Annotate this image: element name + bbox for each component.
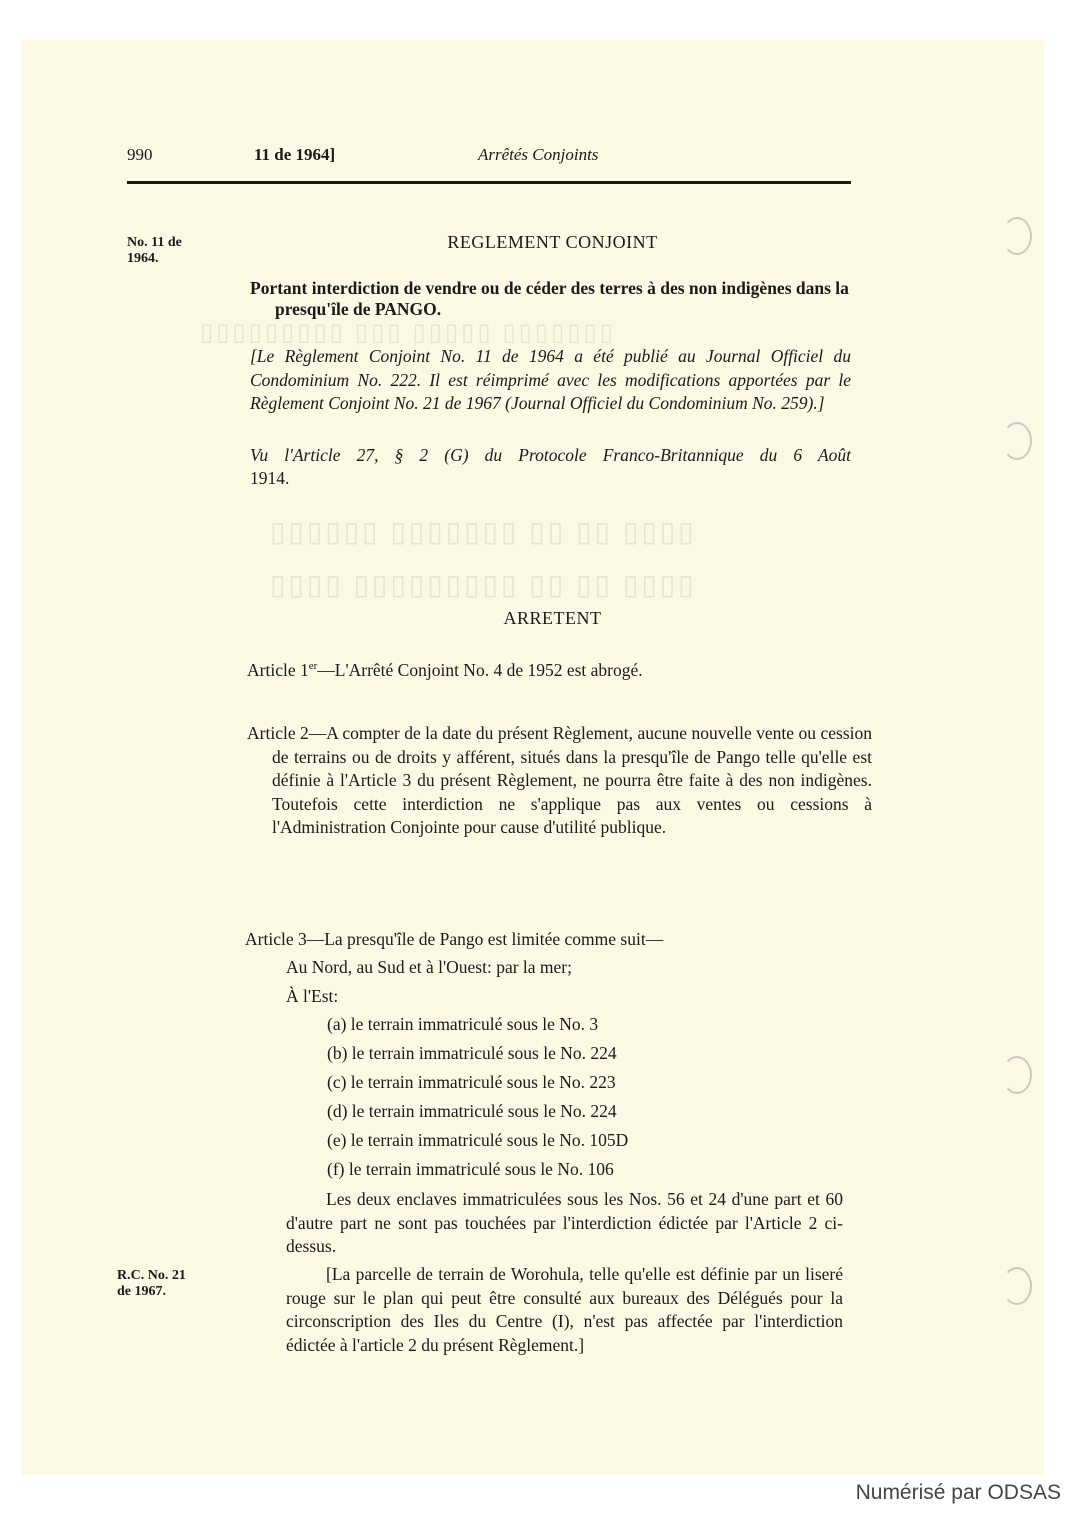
article-3-worohula-amendment: [La parcelle de terrain de Worohula, telle qu'elle est définie par un liseré rouge sur le plan qui peut être consulté aux bureaux des Délégués pour la circonscription des Iles du Centre (I), n'est pas affectée par l'interdiction édictée à l'article 2 du présent Règlement.] [286, 1264, 843, 1355]
article-3-enclaves: Les deux enclaves immatriculées sous les Nos. 56 et 24 d'une part et 60 d'autre part ne sont pas touchées par l'interdiction édictée par l'Article 2 ci-dessus. [286, 1189, 843, 1256]
article-1 [247, 655, 857, 682]
list-item: (d) le terrain immatriculé sous le No. 224 [327, 1101, 617, 1121]
article-3-intro: Article 3—La presqu'île de Pango est limitée comme suit— [245, 929, 664, 949]
margin-note-amendment [117, 1268, 186, 1300]
binder-hole-icon [1002, 422, 1032, 460]
binder-hole-icon [1002, 1056, 1032, 1094]
article-2: Article 2—A compter de la date du présent Règlement, aucune nouvelle vente ou cession de terrains ou de droits y afférent, situés dans la presqu'île de Pango telle qu'elle est définie à l'Article 3 du présent Règlement, ne pourra être faite à des non indigènes. Toutefois cette interdiction ne s'applique pas aux ventes ou cessions à l'Administration Conjointe pour cause d'utilité publique. [247, 723, 872, 837]
margin-note-line: 1964. [127, 251, 159, 266]
bleed-through-ghost: ▯▯▯▯▯▯ ▯▯▯▯▯▯▯ ▯▯ ▯▯ ▯▯▯▯ [270, 517, 697, 548]
publication-note: [Le Règlement Conjoint No. 11 de 1964 a été publié au Journal Officiel du Condominium No. 222. Il est réimprimé avec les modifications apportées par le Règlement Conjoint No. 21 de 1967 (Journal Officiel du Condominium No. 259).] [250, 346, 851, 413]
bleed-through-ghost: ▯▯▯▯▯▯▯▯▯ ▯▯▯ ▯▯▯▯▯ ▯▯▯▯▯▯▯ [200, 320, 616, 346]
digitization-credit: Numérisé par ODSAS [855, 1481, 1061, 1504]
list-item: (f) le terrain immatriculé sous le No. 106 [327, 1159, 614, 1179]
margin-note-top [127, 235, 182, 267]
article-1-superscript: er [308, 660, 318, 672]
margin-note-line: R.C. No. 21 [117, 1268, 186, 1283]
list-item: (e) le terrain immatriculé sous le No. 105D [327, 1130, 629, 1150]
list-item: (a) le terrain immatriculé sous le No. 3 [327, 1014, 599, 1034]
bleed-through-ghost: ▯▯▯▯ ▯▯▯▯▯▯▯▯▯ ▯▯ ▯▯ ▯▯▯▯ [270, 570, 697, 601]
arretent-heading: ARRETENT [503, 608, 602, 628]
margin-note-line: de 1967. [117, 1284, 166, 1299]
binder-hole-icon [1002, 1267, 1032, 1305]
list-item: (c) le terrain immatriculé sous le No. 223 [327, 1072, 616, 1092]
issue-reference: 11 de 1964] [254, 145, 336, 164]
margin-note-line: No. 11 de [127, 235, 182, 250]
legal-basis-year: 1914. [250, 468, 290, 488]
legal-basis: Vu l'Article 27, § 2 (G) du Protocole Franco-Britannique du 6 Août [250, 445, 851, 465]
binder-hole-icon [1002, 217, 1032, 255]
article-1-text: —L'Arrêté Conjoint No. 4 de 1952 est abrogé. [317, 659, 643, 680]
list-item: (b) le terrain immatriculé sous le No. 224 [327, 1043, 617, 1063]
article-3-east-label: À l'Est: [286, 986, 339, 1006]
article-3-boundaries: Au Nord, au Sud et à l'Ouest: par la mer; [286, 957, 572, 977]
article-1-label: Article 1 [247, 659, 309, 680]
page-number: 990 [127, 145, 153, 164]
document-title: REGLEMENT CONJOINT [447, 232, 658, 252]
header-rule [127, 181, 851, 184]
running-section-title: Arrêtés Conjoints [478, 145, 599, 164]
document-subtitle: Portant interdiction de vendre ou de céder des terres à des non indigènes dans la presqu'île de PANGO. [250, 278, 849, 319]
